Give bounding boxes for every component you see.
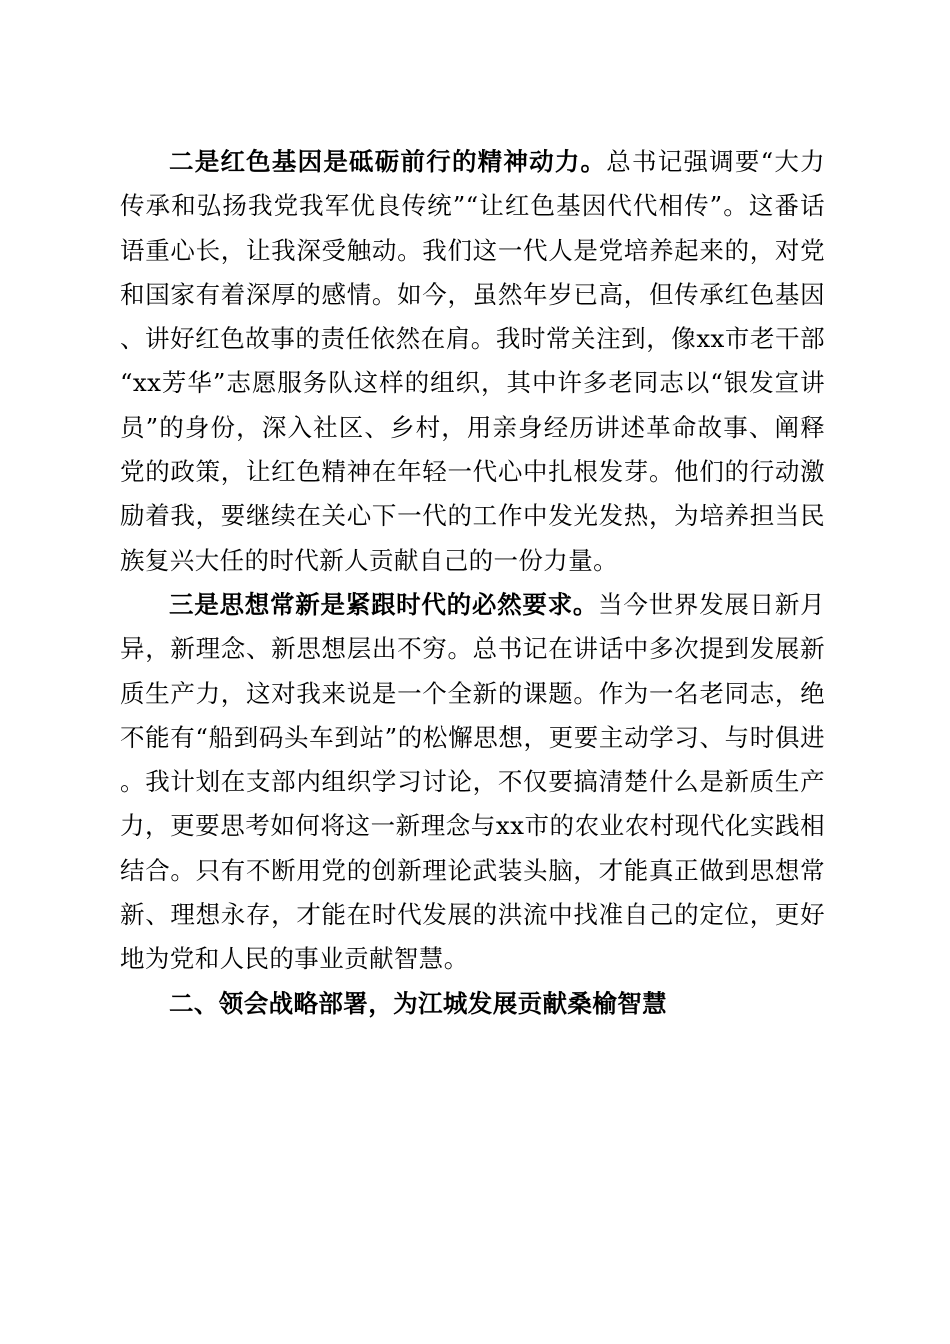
paragraph-red-gene [120, 140, 825, 583]
paragraph-lead: 三是思想常新是紧跟时代的必然要求。 [169, 589, 599, 619]
section-heading: 二、领会战略部署，为江城发展贡献桑榆智慧 [169, 988, 667, 1018]
document-body [120, 140, 825, 1026]
paragraph-lead: 二是红色基因是砥砺前行的精神动力。 [169, 147, 607, 176]
paragraph-text: 当今世界发展日新月异，新理念、新思想层出不穷。总书记在讲话中多次提到发展新质生产力，这对我来说是一个全新的课题。作为一名老同志，绝不能有“船到码头车到站”的松懈思想，更要主动学习、与时俱进。我计划在支部内组织学习讨论，不仅要搞清楚什么是新质生产力，更要思考如何将这一新理念与xx市的农业农村现代化实践相结合。只有不断用党的创新理论武装头脑，才能真正做到思想常新、理想永存，才能在时代发展的洪流中找准自己的定位，更好地为党和人民的事业贡献智慧。 [120, 589, 825, 974]
paragraph-new-thinking [120, 583, 825, 982]
paragraph-text: 总书记强调要“大力传承和弘扬我党我军优良传统”“让红色基因代代相传”。这番话语重心长，让我深受触动。我们这一代人是党培养起来的，对党和国家有着深厚的感情。如今，虽然年岁已高，但传承红色基因、讲好红色故事的责任依然在肩。我时常关注到，像xx市老干部“xx芳华”志愿服务队这样的组织，其中许多老同志以“银发宣讲员”的身份，深入社区、乡村，用亲身经历讲述革命故事、阐释党的政策，让红色精神在年轻一代心中扎根发芽。他们的行动激励着我，要继续在关心下一代的工作中发光发热，为培养担当民族复兴大任的时代新人贡献自己的一份力量。 [120, 147, 825, 575]
